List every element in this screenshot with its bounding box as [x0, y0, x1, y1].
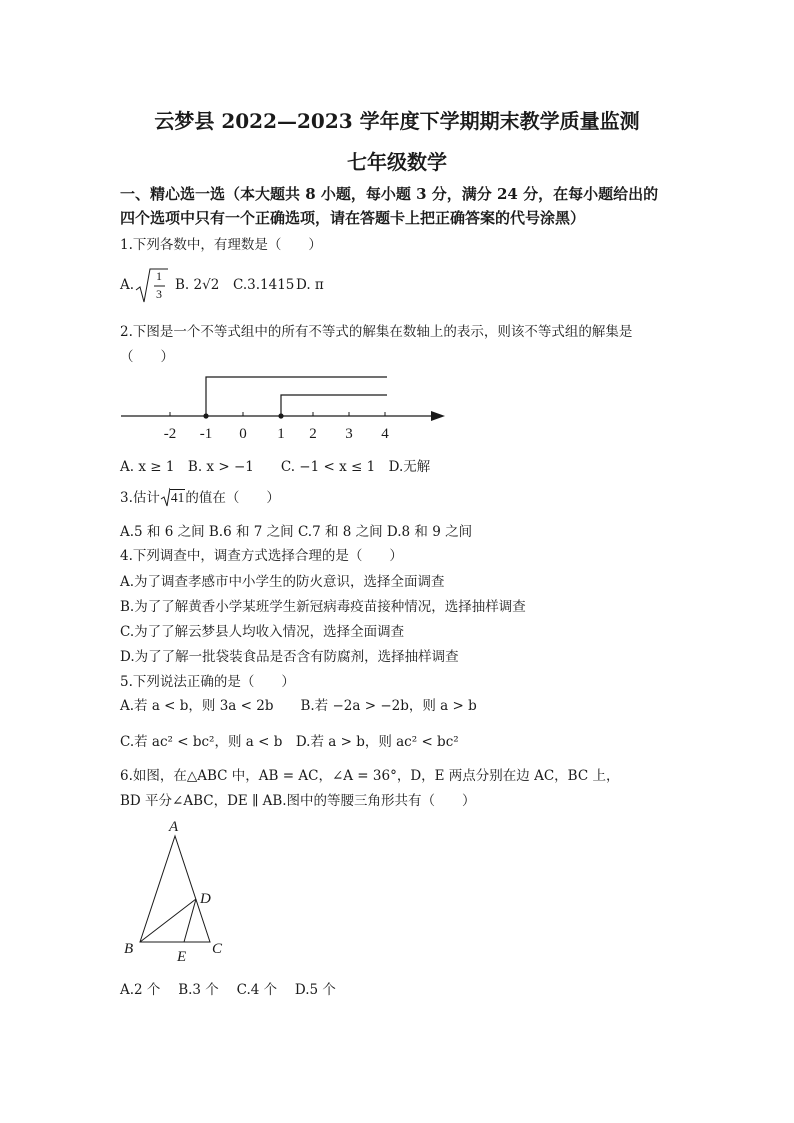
- q4-option-a: A.为了调查孝感市中小学生的防火意识，选择全面调查: [120, 574, 445, 590]
- q4-option-b: B.为了了解黄香小学某班学生新冠病毒疫苗接种情况，选择抽样调查: [120, 599, 526, 615]
- q2-number-line: [115, 368, 455, 443]
- q1-option-a-denominator: 3: [156, 287, 162, 301]
- q2-tick-label: -2: [163, 426, 177, 442]
- q3-sqrt-icon: [160, 487, 170, 507]
- q2-tick-label: 4: [381, 426, 389, 442]
- q5-options-line2: C.若 ac² < bc²，则 a < b D.若 a > b，则 ac² < bc²: [120, 734, 459, 750]
- q1-option-b: B. 2√2: [175, 277, 220, 293]
- q2-point-neg1-dot: [203, 413, 208, 418]
- q1-option-d: D. π: [296, 277, 324, 293]
- q2-point-1-dot: [278, 413, 283, 418]
- q3-options: A.5 和 6 之间 B.6 和 7 之间 C.7 和 8 之间 D.8 和 9 之间: [120, 524, 473, 540]
- q2-tick-label: 3: [345, 426, 353, 442]
- q4-option-d: D.为了了解一批袋装食品是否含有防腐剂，选择抽样调查: [120, 649, 459, 665]
- q6-triangle-figure: [115, 815, 235, 970]
- q2-stem: 2.下图是一个不等式组中的所有不等式的解集在数轴上的表示，则该不等式组的解集是: [120, 324, 633, 340]
- page-title: 云梦县 2022—2023 学年度下学期期末教学质量监测: [154, 109, 640, 133]
- q1-option-a-label: A.: [120, 277, 135, 293]
- q6-label-a: A: [169, 819, 179, 835]
- q4-option-c: C.为了了解云梦县人均收入情况，选择全面调查: [120, 624, 405, 640]
- q1-sqrt-fraction-icon: [134, 266, 170, 306]
- q3-stem: [120, 486, 280, 508]
- q6-label-c: C: [212, 941, 223, 957]
- q2-tick-label: 2: [309, 426, 317, 442]
- q2-tick-label: 1: [277, 426, 285, 442]
- q4-stem: 4.下列调查中，调查方式选择合理的是（ ）: [120, 548, 403, 564]
- q3-stem-prefix: 3.估计: [120, 490, 160, 506]
- q2-options: A. x ≥ 1 B. x > −1 C. −1 < x ≤ 1 D.无解: [120, 459, 431, 475]
- q1-stem: 1.下列各数中，有理数是（ ）: [120, 237, 322, 253]
- q2-tick-label: -1: [199, 426, 213, 442]
- q6-label-b: B: [124, 941, 134, 957]
- q6-stem-line2: BD 平分∠ABC，DE ∥ AB.图中的等腰三角形共有（ ）: [120, 793, 476, 809]
- q6-stem-line1: 6.如图，在△ABC 中，AB = AC，∠A = 36°，D，E 两点分别在边 AC，BC 上，: [120, 768, 620, 784]
- q2-solution-bracket-upper: [206, 377, 387, 416]
- q5-options-line1: A.若 a < b，则 3a < 2b B.若 −2a > −2b，则 a > b: [120, 698, 477, 714]
- section-heading-line2: 四个选项中只有一个正确选项，请在答题卡上把正确答案的代号涂黑）: [120, 209, 586, 227]
- q2-axis-arrow-icon: [431, 411, 445, 421]
- q2-solution-bracket-lower: [281, 395, 387, 416]
- q5-stem: 5.下列说法正确的是（ ）: [120, 674, 295, 690]
- q2-answer-paren: （ ）: [120, 349, 174, 365]
- q6-triangle-abc: [140, 836, 210, 942]
- q1-option-a-numerator: 1: [156, 269, 162, 283]
- q6-segment-bd: [140, 899, 196, 942]
- q3-radicand: 41: [170, 490, 185, 505]
- q2-tick-label: 0: [239, 426, 247, 442]
- section-heading-line1: 一、精心选一选（本大题共 8 小题，每小题 3 分，满分 24 分，在每小题给出的: [120, 185, 659, 203]
- q6-segment-de: [184, 899, 196, 942]
- page-subtitle: 七年级数学: [347, 150, 447, 174]
- q3-stem-suffix: 的值在（ ）: [185, 490, 280, 506]
- q6-options: A.2 个 B.3 个 C.4 个 D.5 个: [120, 982, 336, 998]
- q1-option-c: C.3.1415: [233, 277, 295, 293]
- q6-label-d: D: [200, 891, 211, 907]
- q6-label-e: E: [177, 949, 187, 965]
